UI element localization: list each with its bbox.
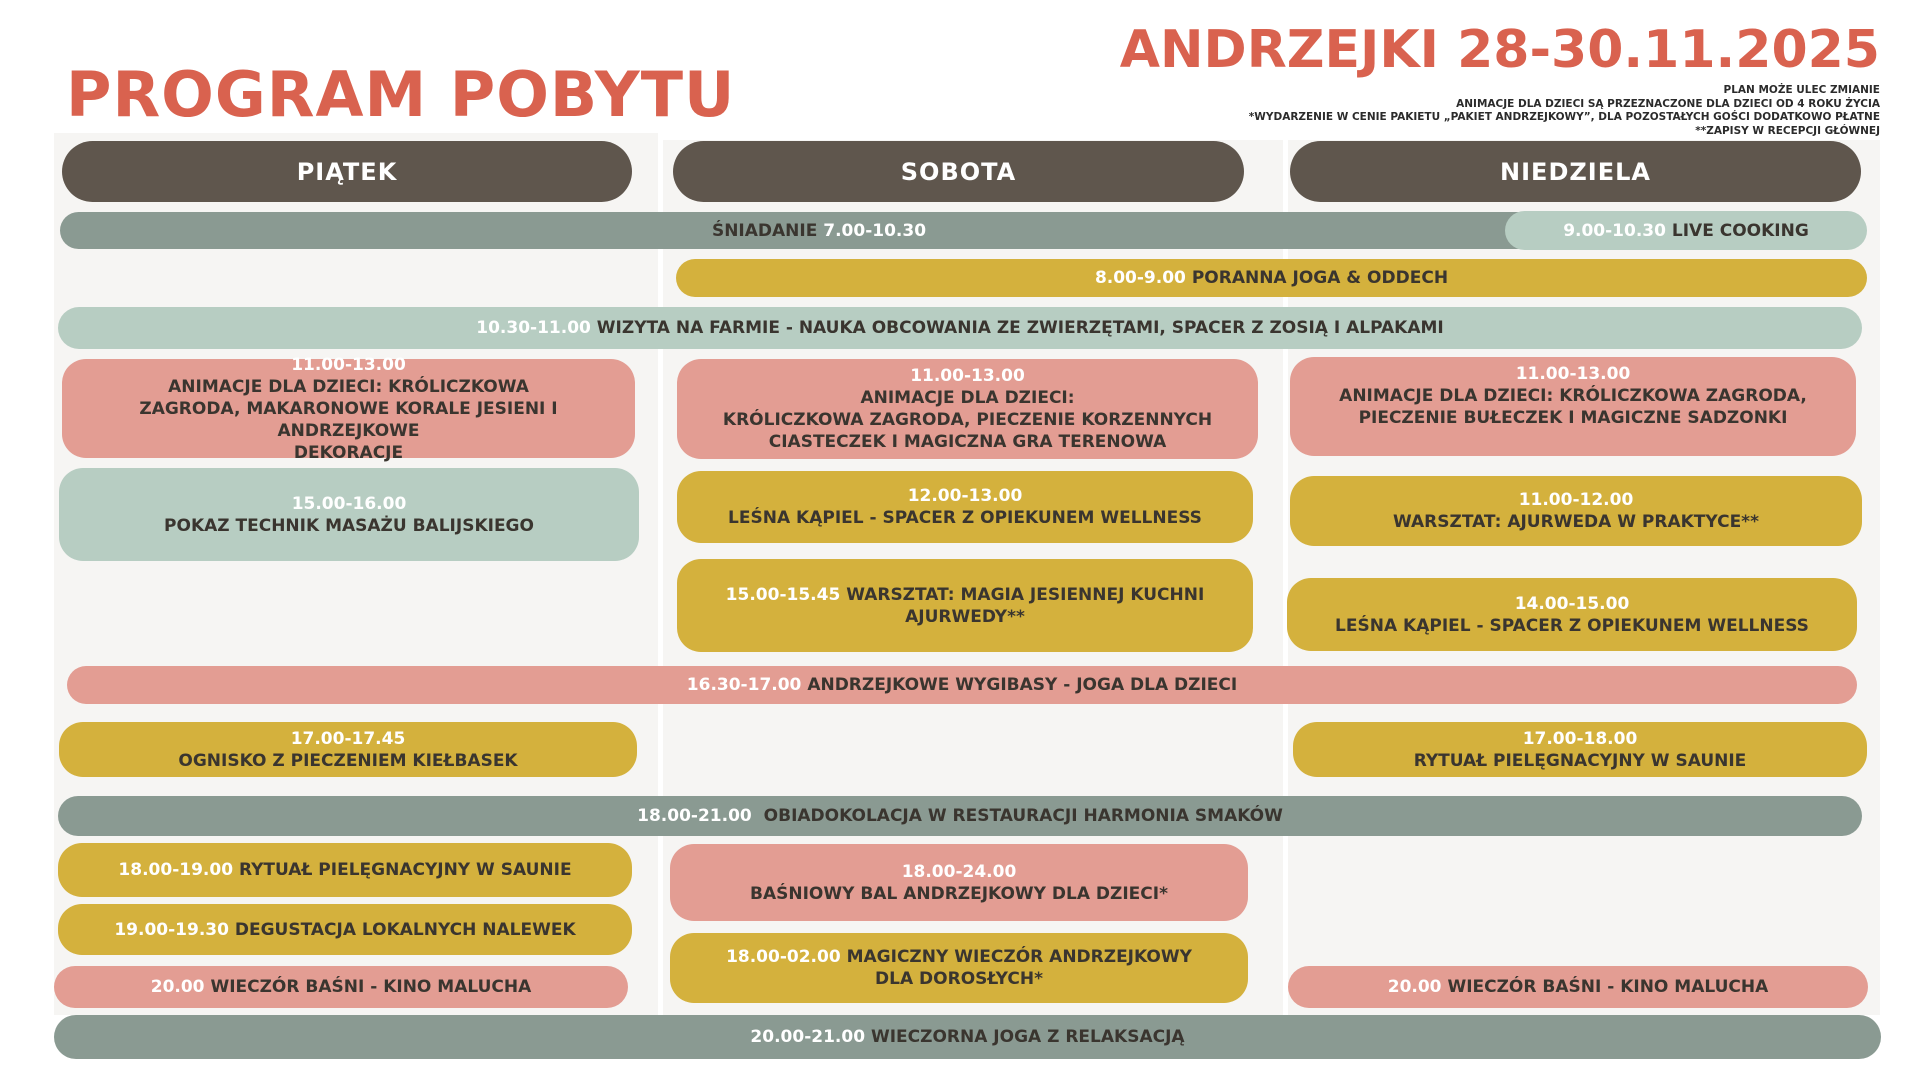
event-dinner xyxy=(58,796,1862,836)
event-time: 11.00-13.00 xyxy=(1515,363,1631,384)
event-line: PIECZENIE BUŁECZEK I MAGICZNE SADZONKI xyxy=(1358,407,1788,428)
event-line: DEKORACJE xyxy=(293,442,404,463)
event-time: 19.00-19.30 xyxy=(114,919,229,940)
event-name: LEŚNA KĄPIEL - SPACER Z OPIEKUNEM WELLNESS xyxy=(728,508,1202,528)
event-sunday-sauna-ritual xyxy=(1293,722,1867,777)
event-friday-bonfire xyxy=(59,722,637,777)
event-name: LIVE COOKING xyxy=(1671,220,1809,241)
event-time: 18.00-21.00 xyxy=(637,806,752,826)
event-name: WIZYTA NA FARMIE - NAUKA OBCOWANIA ZE ZWIERZĘTAMI, SPACER Z ZOSIĄ I ALPAKAMI xyxy=(596,318,1444,338)
event-line: ANIMACJE DLA DZIECI: KRÓLICZKOWA ZAGRODA, xyxy=(1339,385,1807,406)
note-package: *WYDARZENIE W CENIE PAKIETU „PAKIET ANDRZEJKOWY”, DLA POZOSTAŁYCH GOŚCI DODATKOWO PŁATNE xyxy=(1248,111,1880,123)
event-name: BAŚNIOWY BAL ANDRZEJKOWY DLA DZIECI* xyxy=(750,883,1168,904)
event-time: 18.00-19.00 xyxy=(118,860,234,880)
event-time: 18.00-24.00 xyxy=(901,861,1017,882)
event-kids-yoga xyxy=(67,666,1857,704)
event-line: WARSZTAT: MAGIA JESIENNEJ KUCHNI xyxy=(846,584,1205,605)
event-time: 20.00 xyxy=(150,977,205,997)
note-plan: PLAN MOŻE ULEC ZMIANIE xyxy=(1723,84,1880,96)
event-time: 11.00-13.00 xyxy=(910,366,1025,386)
day-header-saturday xyxy=(673,141,1244,202)
event-friday-kids-animations xyxy=(62,354,635,463)
event-live-cooking xyxy=(1505,211,1867,250)
event-saturday-kids-animations xyxy=(677,359,1258,459)
event-name: WIECZÓR BAŚNI - KINO MALUCHA xyxy=(210,977,532,997)
event-time: 14.00-15.00 xyxy=(1514,593,1630,614)
event-name: POKAZ TECHNIK MASAŻU BALIJSKIEGO xyxy=(164,515,534,536)
event-name: WARSZTAT: AJURWEDA W PRAKTYCE** xyxy=(1393,512,1759,532)
event-farm-visit xyxy=(58,307,1862,349)
event-line: ANIMACJE DLA DZIECI: KRÓLICZKOWA xyxy=(168,376,529,397)
event-time: 11.00-12.00 xyxy=(1518,490,1634,510)
event-time: 20.00-21.00 xyxy=(750,1027,866,1047)
event-name: RYTUAŁ PIELĘGNACYJNY W SAUNIE xyxy=(238,860,572,880)
page-title: PROGRAM POBYTU xyxy=(66,58,736,131)
day-label: SOBOTA xyxy=(900,157,1017,186)
event-name: ANDRZEJKOWE WYGIBASY - JOGA DLA DZIECI xyxy=(807,675,1238,695)
event-line: DLA DOROSŁYCH* xyxy=(875,969,1043,989)
event-morning-yoga xyxy=(676,259,1867,297)
event-friday-sauna-ritual xyxy=(58,843,632,897)
event-time: 15.00-16.00 xyxy=(291,493,407,514)
event-name: WIECZÓR BAŚNI - KINO MALUCHA xyxy=(1447,977,1769,997)
event-friday-massage xyxy=(59,468,639,561)
event-evening-yoga xyxy=(54,1015,1881,1059)
event-sunday-cinema xyxy=(1288,966,1868,1008)
event-time: 7.00-10.30 xyxy=(823,220,927,241)
event-sunday-forest-bath xyxy=(1287,578,1857,651)
event-line: MAGICZNY WIECZÓR ANDRZEJKOWY xyxy=(846,947,1192,967)
event-sunday-kids-animations xyxy=(1290,357,1856,456)
event-line: CIASTECZEK I MAGICZNA GRA TERENOWA xyxy=(768,432,1167,452)
event-friday-cinema xyxy=(54,966,628,1008)
event-name: OBIADOKOLACJA W RESTAURACJI HARMONIA SMAKÓW xyxy=(763,806,1283,826)
day-label: PIĄTEK xyxy=(296,157,398,186)
event-saturday-kitchen-workshop xyxy=(677,559,1253,652)
event-title: ANDRZEJKI 28-30.11.2025 xyxy=(1119,20,1880,80)
notes xyxy=(1249,84,1880,138)
event-time: 17.00-17.45 xyxy=(290,728,406,749)
event-line: ANIMACJE DLA DZIECI: xyxy=(860,388,1075,408)
event-name: LEŚNA KĄPIEL - SPACER Z OPIEKUNEM WELLNESS xyxy=(1335,615,1809,636)
day-header-sunday xyxy=(1290,141,1861,202)
event-name: ŚNIADANIE xyxy=(711,220,818,241)
event-time: 20.00 xyxy=(1387,977,1442,997)
event-line: ZAGRODA, MAKARONOWE KORALE JESIENI I ANDRZEJKOWE xyxy=(139,398,558,441)
event-time: 9.00-10.30 xyxy=(1563,220,1666,241)
event-time: 10.30-11.00 xyxy=(476,318,591,338)
event-sunday-ayurveda-workshop xyxy=(1290,476,1862,546)
event-time: 8.00-9.00 xyxy=(1094,268,1186,288)
note-registration: **ZAPISY W RECEPCJI GŁÓWNEJ xyxy=(1695,124,1880,137)
event-friday-tasting xyxy=(58,904,632,955)
day-header-friday xyxy=(62,141,632,202)
note-kids: ANIMACJE DLA DZIECI SĄ PRZEZNACZONE DLA DZIECI OD 4 ROKU ŻYCIA xyxy=(1456,97,1880,110)
event-time: 16.30-17.00 xyxy=(686,675,802,695)
event-line: AJURWEDY** xyxy=(905,606,1025,627)
event-line: KRÓLICZKOWA ZAGRODA, PIECZENIE KORZENNYCH xyxy=(722,410,1213,430)
event-time: 17.00-18.00 xyxy=(1522,728,1638,749)
event-name: PORANNA JOGA & ODDECH xyxy=(1191,268,1449,288)
event-breakfast xyxy=(60,212,1570,249)
event-time: 11.00-13.00 xyxy=(291,354,406,375)
event-time: 12.00-13.00 xyxy=(907,486,1023,506)
event-saturday-kids-ball xyxy=(670,844,1248,921)
event-time: 18.00-02.00 xyxy=(726,947,841,967)
event-name: WIECZORNA JOGA Z RELAKSACJĄ xyxy=(870,1027,1185,1047)
event-saturday-forest-bath xyxy=(677,471,1253,543)
day-label: NIEDZIELA xyxy=(1500,157,1651,186)
event-saturday-adults-evening xyxy=(670,933,1248,1003)
event-name: RYTUAŁ PIELĘGNACYJNY W SAUNIE xyxy=(1413,750,1747,771)
event-name: DEGUSTACJA LOKALNYCH NALEWEK xyxy=(234,919,576,940)
event-time: 15.00-15.45 xyxy=(725,584,841,605)
event-name: OGNISKO Z PIECZENIEM KIEŁBASEK xyxy=(178,750,518,771)
